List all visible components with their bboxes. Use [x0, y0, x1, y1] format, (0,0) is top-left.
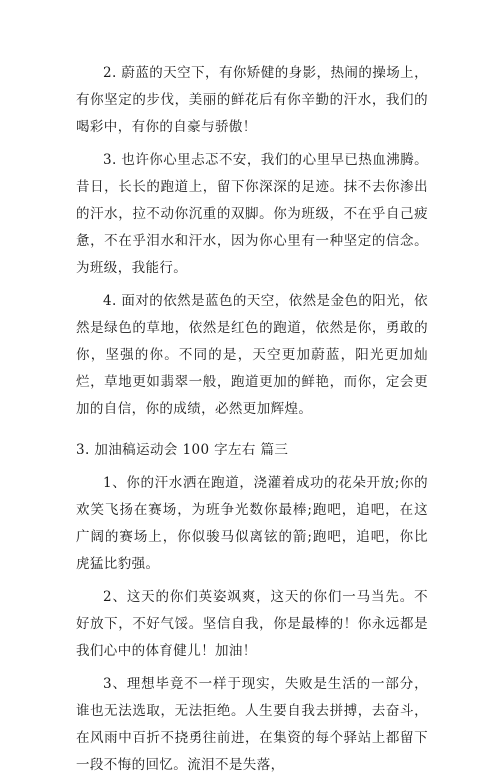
section-heading: 3. 加油稿运动会 100 字左右 篇三: [76, 442, 289, 458]
document-page: [76, 60, 428, 779]
paragraph-4: 4. 面对的依然是蓝色的天空，依然是金色的阳光，依然是绿色的草地，依然是红色的跑道，依然是你，勇敢的你，坚强的你。不同的是，天空更加蔚蓝，阳光更加灿烂，草地更如翡翠一般，跑道更加的鲜艳，而你，定会更加的自信，你的成绩，必然更加辉煌。: [76, 293, 428, 417]
section-paragraph-1: 1、你的汗水洒在跑道，浇灌着成功的花朵开放;你的欢笑飞扬在赛场，为班争光数你最棒;跑吧，追吧，在这广阔的赛场上，你似骏马似离铉的箭;跑吧，追吧，你比虎猛比豹强。: [76, 475, 428, 572]
section-paragraph-2: 2、这天的你们英姿飒爽，这天的你们一马当先。不好放下，不好气馁。坚信自我，你是最棒的！你永远都是我们心中的体育健儿！加油！: [76, 589, 428, 659]
paragraph-3: 3. 也许你心里忐忑不安，我们的心里早已热血沸腾。昔日，长长的跑道上，留下你深深的足迹。抹不去你渗出的汗水，拉不动你沉重的双脚。你为班级，不在乎自己疲惫，不在乎泪水和汗水，因为你心里有一种坚定的信念。为班级，我能行。: [76, 152, 428, 276]
paragraph-2: 2. 蔚蓝的天空下，有你矫健的身影，热闹的操场上，有你坚定的步伐，美丽的鲜花后有你辛勤的汗水，我们的喝彩中，有你的自豪与骄傲！: [76, 65, 428, 135]
section-paragraph-3: 3、理想毕竟不一样于现实，失败是生活的一部分，谁也无法选取，无法拒绝。人生要自我去拼搏，去奋斗，在风雨中百折不挠勇往前进，在集资的每个驿站上都留下一段不悔的回忆。流泪不是失落，: [76, 676, 428, 773]
